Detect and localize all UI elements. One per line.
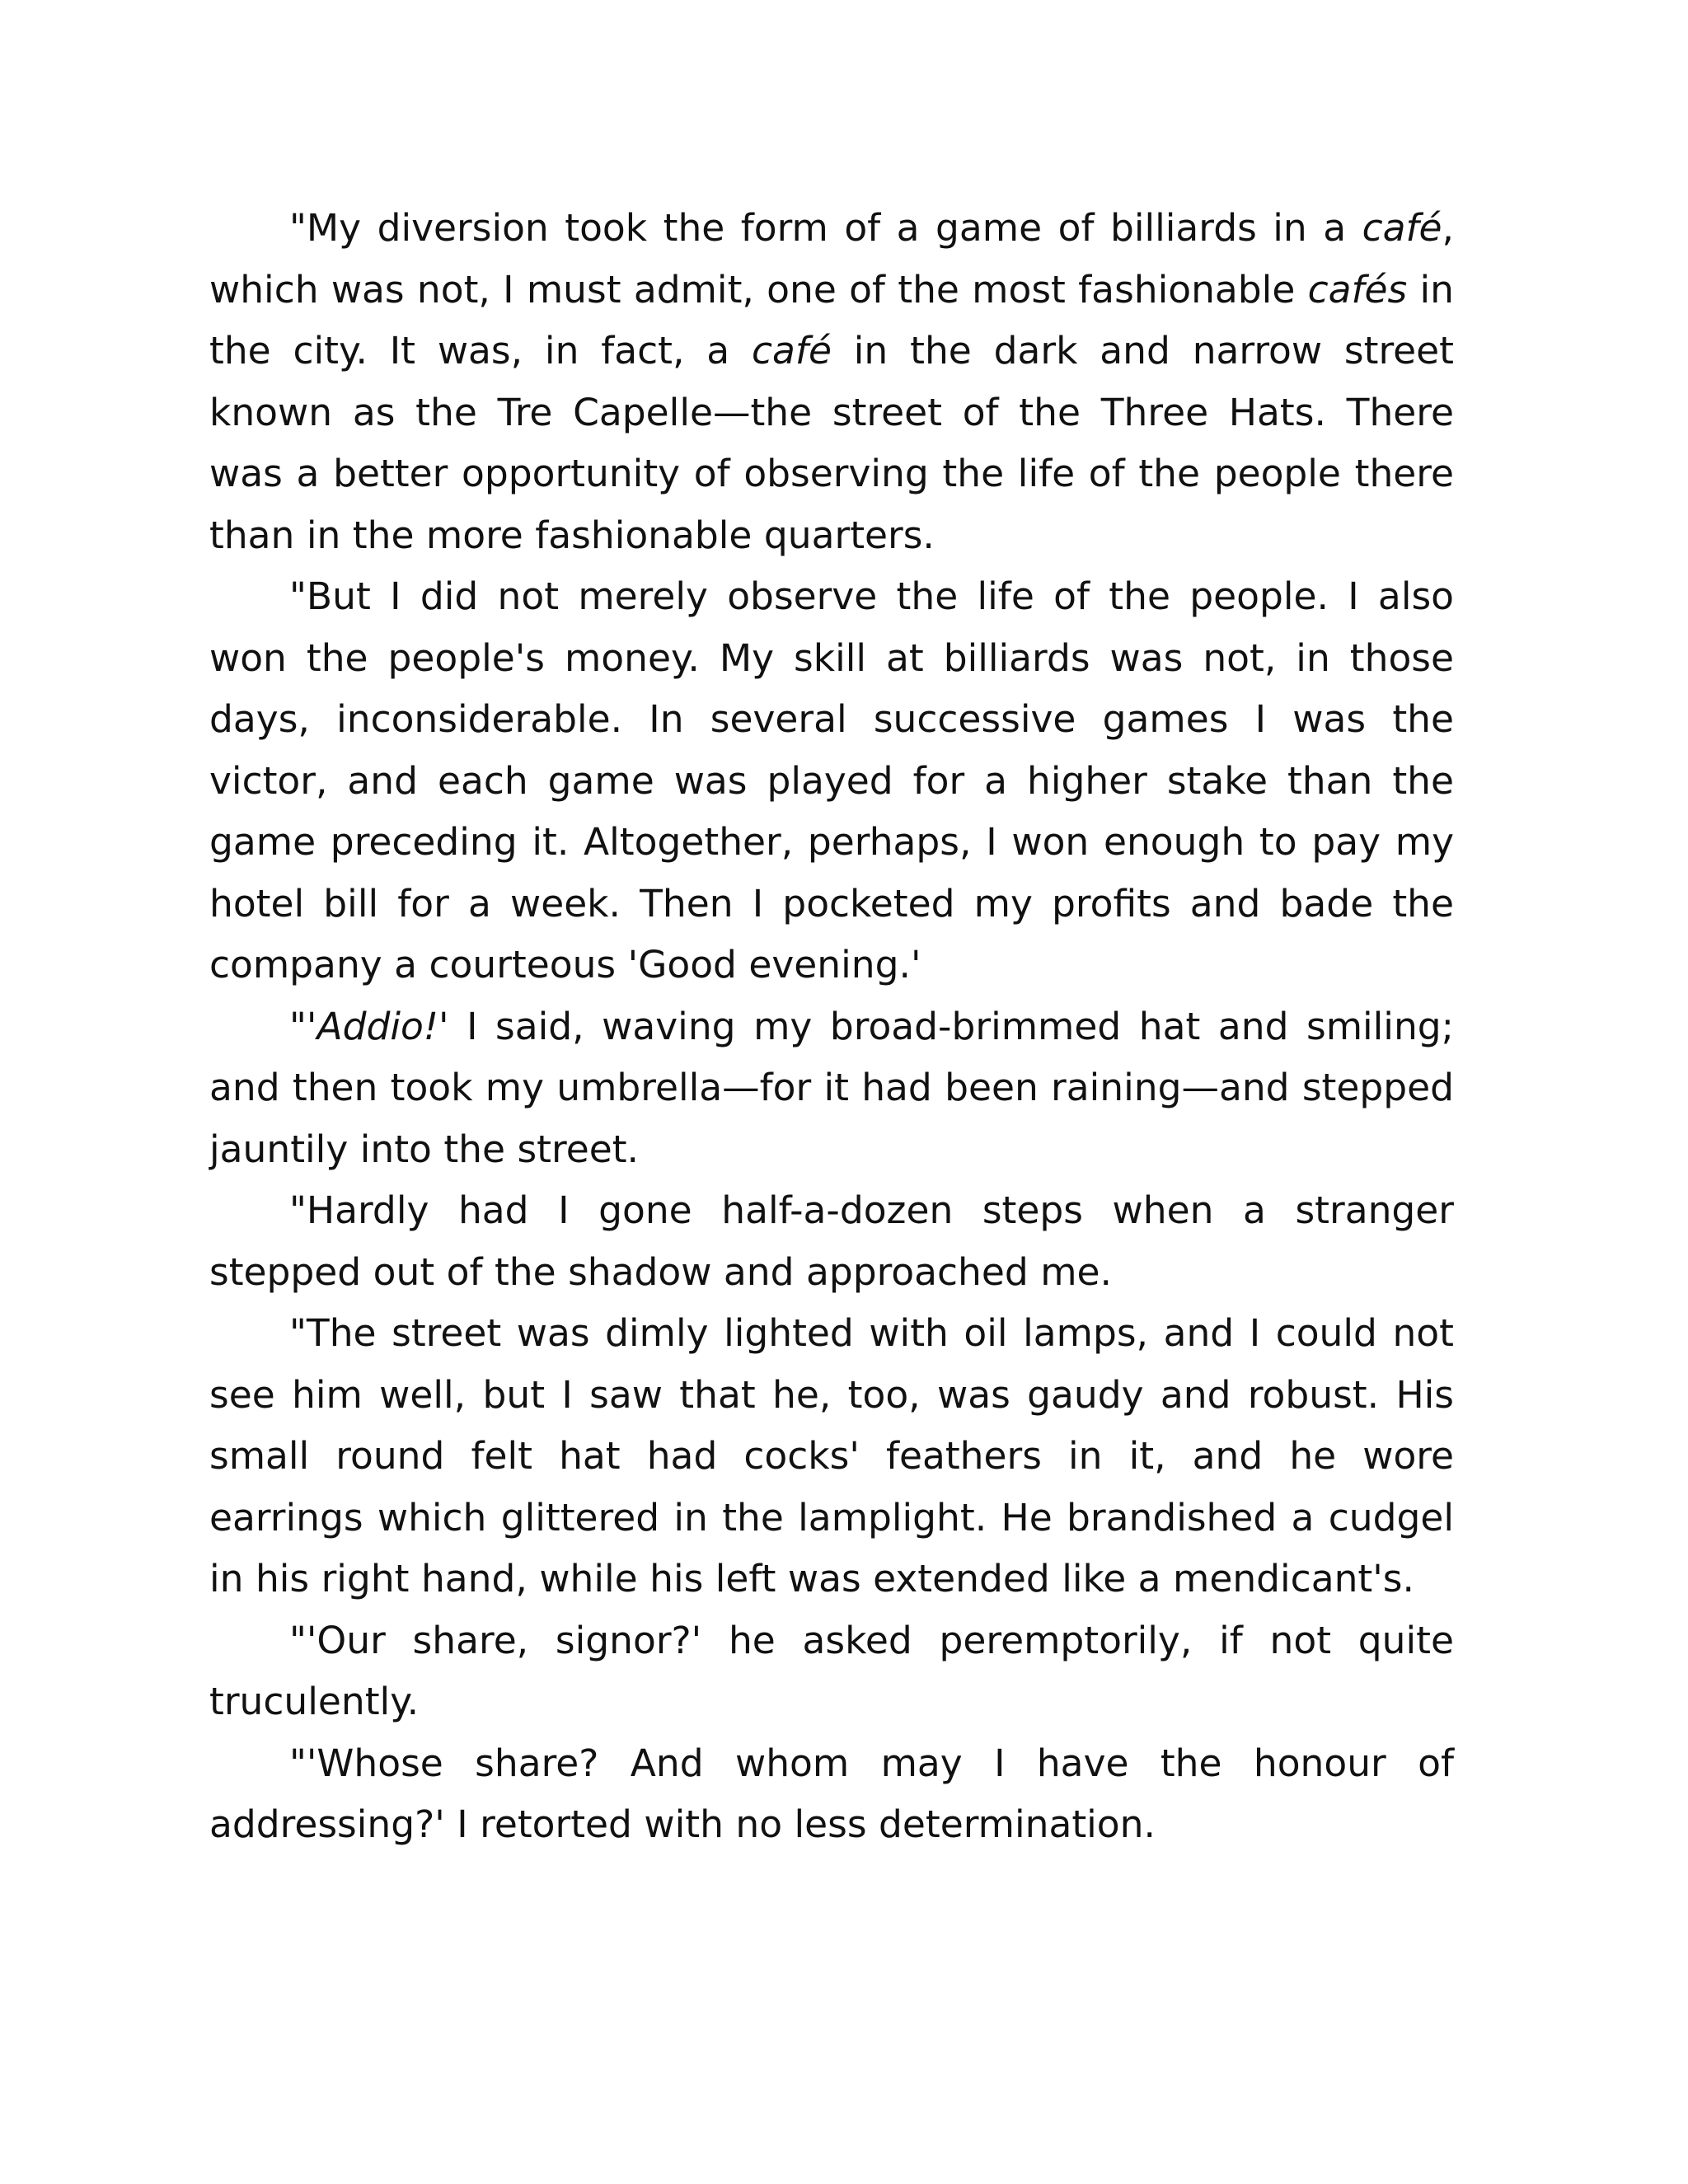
text-run: in the dark and narrow street known as the Tre Capelle—the street of the Three Hats. There was a better opportunity of observing the life of the people there than in the more fashionable quarters. xyxy=(209,329,1455,557)
page-body xyxy=(209,198,1454,1856)
text-run: "Hardly had I gone half-a-dozen steps when a stranger stepped out of the shadow and approached me. xyxy=(209,1188,1454,1294)
italic-word: cafés xyxy=(1307,267,1408,312)
italic-word: Addio! xyxy=(316,1004,439,1048)
italic-word: café xyxy=(1362,206,1442,250)
text-run: "' xyxy=(289,1004,317,1048)
text-run: "My diversion took the form of a game of billiards in a xyxy=(289,206,1362,250)
paragraph-addio xyxy=(209,996,1454,1181)
text-run: , which was not, I must admit, one of the most fashionable xyxy=(209,206,1454,312)
paragraph-winnings xyxy=(209,566,1454,996)
text-run: in the city. It was, in fact, a xyxy=(209,267,1454,373)
text-run: ' I said, waving my broad-brimmed hat and smiling; and then took my umbrella—for it had been raining—and stepped jauntily into the street. xyxy=(209,1004,1454,1171)
text-run: "'Our share, signor?' he asked peremptorily, if not quite truculently. xyxy=(209,1618,1454,1723)
italic-word: café xyxy=(752,329,832,373)
paragraph-our-share xyxy=(209,1610,1454,1733)
text-run: "'Whose share? And whom may I have the honour of addressing?' I retorted with no less determination. xyxy=(209,1741,1454,1846)
text-run: "But I did not merely observe the life of the people. I also won the people's money. My skill at billiards was not, in those days, inconsiderable. In several successive games I was the victor, and each game was played for a higher stake than the game preceding it. Altogether, perhaps, I won enough to pay my hotel bill for a week. Then I pocketed my profits and bade the company a courteous 'Good evening.' xyxy=(209,574,1454,987)
paragraph-stranger xyxy=(209,1180,1454,1303)
paragraph-street xyxy=(209,1303,1454,1610)
paragraph-billiards xyxy=(209,198,1454,566)
text-run: "The street was dimly lighted with oil lamps, and I could not see him well, but I saw that he, too, was gaudy and robust. His small round felt hat had cocks' feathers in it, and he wore earrings which glittered in the lamplight. He brandished a cudgel in his right hand, while his left was extended like a mendicant's. xyxy=(209,1311,1454,1601)
paragraph-whose-share xyxy=(209,1733,1454,1856)
